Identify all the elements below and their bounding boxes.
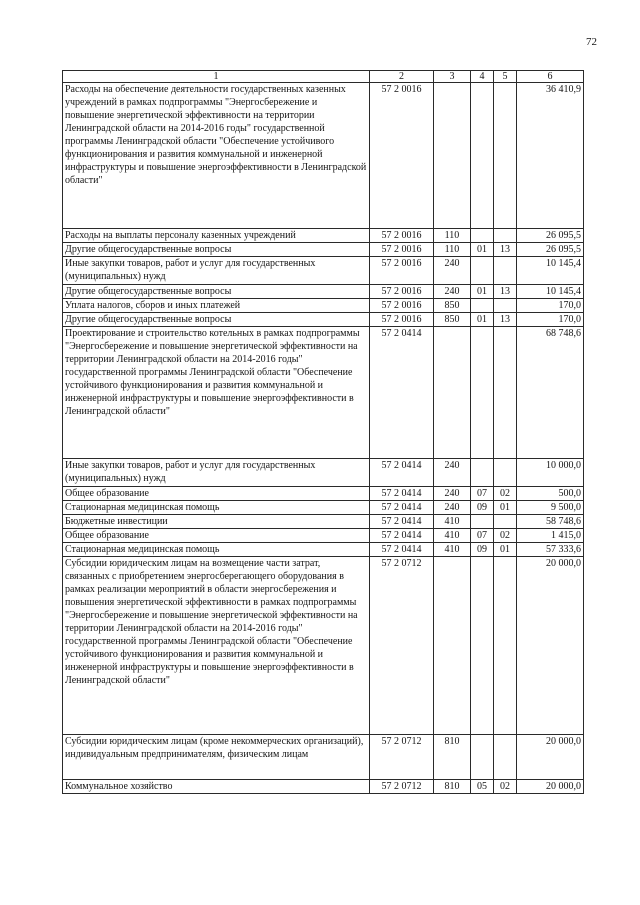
row-name: Стационарная медицинская помощь	[63, 543, 370, 557]
row-amount: 9 500,0	[517, 501, 584, 515]
row-subsection	[494, 299, 517, 313]
row-section	[471, 557, 494, 735]
page-number: 72	[586, 36, 597, 48]
row-section: 09	[471, 501, 494, 515]
table-row	[63, 229, 584, 243]
row-expense-type: 810	[434, 780, 471, 794]
table-row	[63, 735, 584, 780]
row-expense-type: 410	[434, 543, 471, 557]
row-expense-type: 240	[434, 501, 471, 515]
header-col-2: 2	[370, 71, 434, 83]
table-row	[63, 780, 584, 794]
row-target-code: 57 2 0016	[370, 285, 434, 299]
table-row	[63, 257, 584, 285]
row-target-code: 57 2 0712	[370, 780, 434, 794]
row-subsection: 02	[494, 780, 517, 794]
row-amount: 36 410,9	[517, 83, 584, 229]
row-amount: 26 095,5	[517, 229, 584, 243]
row-amount: 1 415,0	[517, 529, 584, 543]
row-target-code: 57 2 0414	[370, 543, 434, 557]
header-col-6: 6	[517, 71, 584, 83]
row-expense-type: 240	[434, 487, 471, 501]
table-row	[63, 299, 584, 313]
row-expense-type: 810	[434, 735, 471, 780]
row-section	[471, 735, 494, 780]
row-amount: 10 000,0	[517, 459, 584, 487]
row-target-code: 57 2 0414	[370, 515, 434, 529]
row-amount: 170,0	[517, 299, 584, 313]
row-amount: 68 748,6	[517, 327, 584, 459]
row-name: Общее образование	[63, 529, 370, 543]
table-row	[63, 543, 584, 557]
row-name: Субсидии юридическим лицам на возмещение части затрат, связанных с приобретением энергосберегающего оборудования в рамках реализации мероприятий в области энергосбережения и повышения энергетической эффективности в рамках подпрограммы "Энергосбережение и повышение энергетической эффективности на территории Ленинградской области на 2014-2016 годы" государственной программы Ленинградской области "Обеспечение устойчивого функционирования и развития коммунальной и инженерной инфраструктуры и повышение энергоэффективности в Ленинградской области"	[63, 557, 370, 735]
row-subsection: 01	[494, 501, 517, 515]
row-section	[471, 515, 494, 529]
header-col-3: 3	[434, 71, 471, 83]
row-amount: 10 145,4	[517, 285, 584, 299]
row-subsection	[494, 557, 517, 735]
row-subsection	[494, 83, 517, 229]
row-amount: 58 748,6	[517, 515, 584, 529]
row-expense-type: 110	[434, 243, 471, 257]
table-row	[63, 487, 584, 501]
row-name: Другие общегосударственные вопросы	[63, 285, 370, 299]
row-subsection	[494, 735, 517, 780]
row-target-code: 57 2 0414	[370, 529, 434, 543]
row-target-code: 57 2 0712	[370, 735, 434, 780]
table-row	[63, 501, 584, 515]
row-amount: 170,0	[517, 313, 584, 327]
header-col-4: 4	[471, 71, 494, 83]
row-amount: 20 000,0	[517, 780, 584, 794]
row-amount: 20 000,0	[517, 557, 584, 735]
row-target-code: 57 2 0414	[370, 459, 434, 487]
header-col-1: 1	[63, 71, 370, 83]
row-expense-type: 110	[434, 229, 471, 243]
row-name: Другие общегосударственные вопросы	[63, 313, 370, 327]
row-subsection	[494, 257, 517, 285]
row-expense-type: 850	[434, 313, 471, 327]
row-expense-type: 410	[434, 529, 471, 543]
table-row	[63, 515, 584, 529]
table-row	[63, 243, 584, 257]
row-section: 05	[471, 780, 494, 794]
row-subsection: 13	[494, 243, 517, 257]
row-target-code: 57 2 0016	[370, 83, 434, 229]
row-target-code: 57 2 0712	[370, 557, 434, 735]
row-target-code: 57 2 0414	[370, 327, 434, 459]
row-section	[471, 459, 494, 487]
table-row	[63, 557, 584, 735]
row-section	[471, 257, 494, 285]
row-expense-type: 850	[434, 299, 471, 313]
row-expense-type: 240	[434, 257, 471, 285]
row-section: 07	[471, 529, 494, 543]
row-section	[471, 229, 494, 243]
row-name: Иные закупки товаров, работ и услуг для государственных (муниципальных) нужд	[63, 257, 370, 285]
row-name: Коммунальное хозяйство	[63, 780, 370, 794]
row-expense-type: 240	[434, 285, 471, 299]
row-name: Бюджетные инвестиции	[63, 515, 370, 529]
row-subsection: 13	[494, 313, 517, 327]
table-header-row	[63, 71, 584, 83]
row-section	[471, 327, 494, 459]
row-expense-type: 410	[434, 515, 471, 529]
row-subsection: 01	[494, 543, 517, 557]
row-section	[471, 299, 494, 313]
row-section: 01	[471, 243, 494, 257]
table-row	[63, 459, 584, 487]
row-section: 07	[471, 487, 494, 501]
row-name: Субсидии юридическим лицам (кроме некоммерческих организаций), индивидуальным предпринимателям, физическим лицам	[63, 735, 370, 780]
row-target-code: 57 2 0016	[370, 229, 434, 243]
row-section	[471, 83, 494, 229]
row-section: 01	[471, 285, 494, 299]
row-subsection: 13	[494, 285, 517, 299]
table-row	[63, 285, 584, 299]
row-expense-type: 240	[434, 459, 471, 487]
row-target-code: 57 2 0016	[370, 299, 434, 313]
row-expense-type	[434, 557, 471, 735]
row-amount: 57 333,6	[517, 543, 584, 557]
row-section: 01	[471, 313, 494, 327]
row-name: Общее образование	[63, 487, 370, 501]
row-subsection	[494, 229, 517, 243]
table-row	[63, 83, 584, 229]
row-subsection	[494, 327, 517, 459]
row-name: Другие общегосударственные вопросы	[63, 243, 370, 257]
row-name: Расходы на выплаты персоналу казенных учреждений	[63, 229, 370, 243]
row-subsection: 02	[494, 529, 517, 543]
row-amount: 20 000,0	[517, 735, 584, 780]
table-row	[63, 529, 584, 543]
row-name: Проектирование и строительство котельных в рамках подпрограммы "Энергосбережение и повышение энергетической эффективности на территории Ленинградской области на 2014-2016 годы" государственной программы Ленинградской области "Обеспечение устойчивого функционирования и развития коммунальной и инженерной инфраструктуры и повышение энергоэффективности в Ленинградской области"	[63, 327, 370, 459]
row-subsection	[494, 459, 517, 487]
row-name: Расходы на обеспечение деятельности государственных казенных учреждений в рамках подпрограммы "Энергосбережение и повышение энергетической эффективности на территории Ленинградской области на 2014-2016 годы" государственной программы Ленинградской области "Обеспечение устойчивого функционирования и развития коммунальной и инженерной инфраструктуры и повышение энергоэффективности в Ленинградской области"	[63, 83, 370, 229]
row-amount: 10 145,4	[517, 257, 584, 285]
row-target-code: 57 2 0414	[370, 487, 434, 501]
row-amount: 26 095,5	[517, 243, 584, 257]
header-col-5: 5	[494, 71, 517, 83]
row-target-code: 57 2 0414	[370, 501, 434, 515]
row-amount: 500,0	[517, 487, 584, 501]
table-row	[63, 313, 584, 327]
row-name: Иные закупки товаров, работ и услуг для государственных (муниципальных) нужд	[63, 459, 370, 487]
row-target-code: 57 2 0016	[370, 243, 434, 257]
row-name: Уплата налогов, сборов и иных платежей	[63, 299, 370, 313]
table-row	[63, 327, 584, 459]
row-expense-type	[434, 83, 471, 229]
row-target-code: 57 2 0016	[370, 313, 434, 327]
row-expense-type	[434, 327, 471, 459]
row-subsection	[494, 515, 517, 529]
row-target-code: 57 2 0016	[370, 257, 434, 285]
row-subsection: 02	[494, 487, 517, 501]
budget-table	[62, 70, 584, 794]
row-section: 09	[471, 543, 494, 557]
row-name: Стационарная медицинская помощь	[63, 501, 370, 515]
